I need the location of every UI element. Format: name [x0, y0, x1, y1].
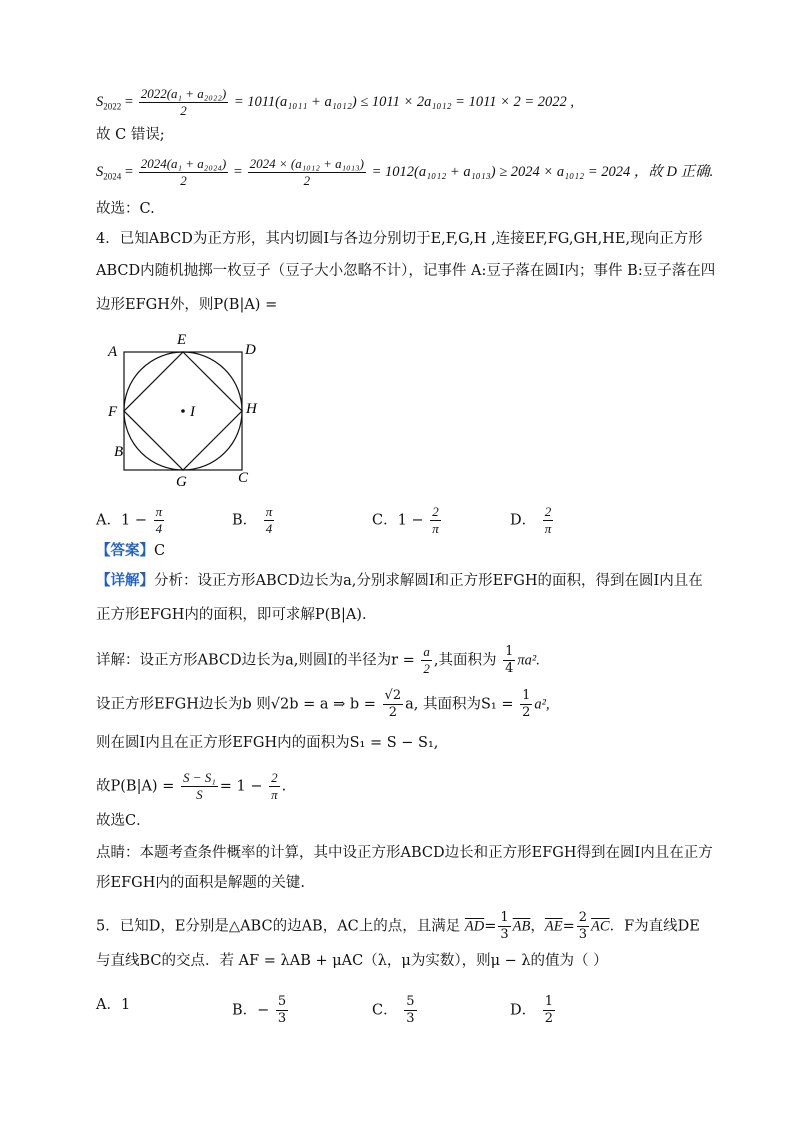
label-d: D — [245, 342, 256, 358]
label-a: A — [108, 344, 118, 360]
label-e: E — [177, 332, 187, 348]
q4-option-d: D． $\frac{2}{\pi}$ — [510, 504, 552, 536]
equation-rest: = 1011(a₁₀₁₁ + a₁₀₁₂) ≤ 1011 × 2a₁₀₁₂ = 1011 × 2 = 2022 , — [233, 93, 575, 110]
fraction: $\frac{\text{2024 × (a₁₀₁₂ + a₁₀₁₃)}}{2}$ — [249, 156, 365, 188]
detail-line-6: 故P(B|A) = $\frac{\text{S − S₁}}{S}$ = 1 − $\frac{2}{\pi}$ . — [96, 770, 287, 802]
detail-line-1: 【详解】分析：设正方形ABCD边长为a,分别求解圆I和正方形EFGH的面积，得到在圆I内且在 — [96, 572, 703, 589]
detail-line-7: 故选C． — [96, 813, 151, 829]
detail-line-3: 详解：设正方形ABCD边长为a,则圆I的半径为r = $\frac{a}{2}$ ,其面积为 $\frac{1}{4}$ πa². — [96, 644, 540, 676]
geometry-figure — [96, 330, 276, 490]
answer-value: C — [154, 543, 166, 559]
equation-s2024: $S_{2024}$ = $\frac{\text{2024(a₁ + a₂₀₂₄)}}{2}$ = $\frac{\text{2024 × (a₁₀₁₂ + a₁₀₁₃)}}{2}$ = 1012(a₁₀₁₂ + a₁₀₁₃) ≥ 2024 × a₁₀₁₂ = 2024 ，故 D 正确. — [96, 156, 714, 188]
q5-option-c: C． $\frac{5}{3}$ — [372, 994, 415, 1026]
equation-s2022: $S_{2022}$ = $\frac{\text{2022(a₁ + a₂₀₂₂)}}{2}$ = 1011(a₁₀₁₁ + a₁₀₁₂) ≤ 1011 × 2a₁₀₁₂ = 1011 × 2 = 2022 , — [96, 86, 575, 118]
detail-line-4: 设正方形EFGH边长为b 则√2b = a ⇒ b = $\frac{√2}{2}$ a, 其面积为S₁ = $\frac{1}{2}$ a², — [96, 688, 550, 720]
detail-line-2: 正方形EFGH内的面积，即可求解P(B|A). — [96, 607, 367, 623]
q5-option-d: D． $\frac{1}{2}$ — [510, 994, 554, 1026]
detail-line-5: 则在圆I内且在正方形EFGH内的面积为S₁ = S − S₁, — [96, 735, 439, 751]
label-c: C — [238, 470, 249, 486]
detail-tag: 【详解】 — [96, 572, 154, 589]
label-h: H — [246, 401, 257, 417]
label-i: I — [190, 404, 195, 420]
q4-option-a: A．1 − $\frac{\pi}{4}$ — [96, 504, 163, 536]
label-b: B — [114, 444, 124, 460]
q5-stem-1: 5．已知D，E分别是△ABC的边AB，AC上的点，且满足 $\overline{AD}=$ $\frac{1}{3}$ $\overline{AB}$，$\overline{AE}=$ $\frac{2}{3}$ $\overline{AC}$．F为直线DE — [96, 910, 700, 942]
comment-line-2: 形EFGH内的面积是解题的关键. — [96, 875, 305, 891]
label-g: G — [176, 474, 187, 490]
q5-option-a: A．1 — [96, 997, 131, 1013]
fraction: $\frac{\text{2024(a₁ + a₂₀₂₄)}}{2}$ — [140, 156, 227, 188]
q4-option-c: C．1 − $\frac{2}{\pi}$ — [372, 504, 439, 536]
text-line: 故 C 错误; — [96, 127, 165, 143]
q4-option-b: B． $\frac{\pi}{4}$ — [232, 504, 273, 536]
s-symbol: S — [96, 93, 104, 110]
answer-tag: 【答案】 — [96, 542, 154, 559]
label-f: F — [108, 404, 118, 420]
q4-stem-1: 4．已知ABCD为正方形，其内切圆I与各边分别切于E,F,G,H ,连接EF,FG,GH,HE,现向正方形 — [96, 231, 703, 247]
center-point — [181, 409, 185, 413]
q5-option-b: B．− $\frac{5}{3}$ — [232, 994, 287, 1026]
comment-line-1: 点睛：本题考查条件概率的计算，其中设正方形ABCD边长和正方形EFGH得到在圆I内且在正方 — [96, 845, 713, 861]
s-subscript: 2022 — [103, 101, 122, 112]
fraction: $\frac{\text{2022(a₁ + a₂₀₂₂)}}{2}$ — [140, 86, 227, 118]
q5-stem-2: 与直线BC的交点．若 AF = λAB + μAC（λ，μ为实数），则μ − λ的值为（ ） — [96, 953, 608, 969]
q4-stem-3: 边形EFGH外，则P(B|A) = — [96, 297, 278, 313]
text-line: 故选：C. — [96, 201, 155, 217]
q4-stem-2: ABCD内随机抛掷一枚豆子（豆子大小忽略不计），记事件 A:豆子落在圆I内；事件 B:豆子落在四 — [96, 263, 716, 279]
answer-line — [96, 540, 165, 562]
